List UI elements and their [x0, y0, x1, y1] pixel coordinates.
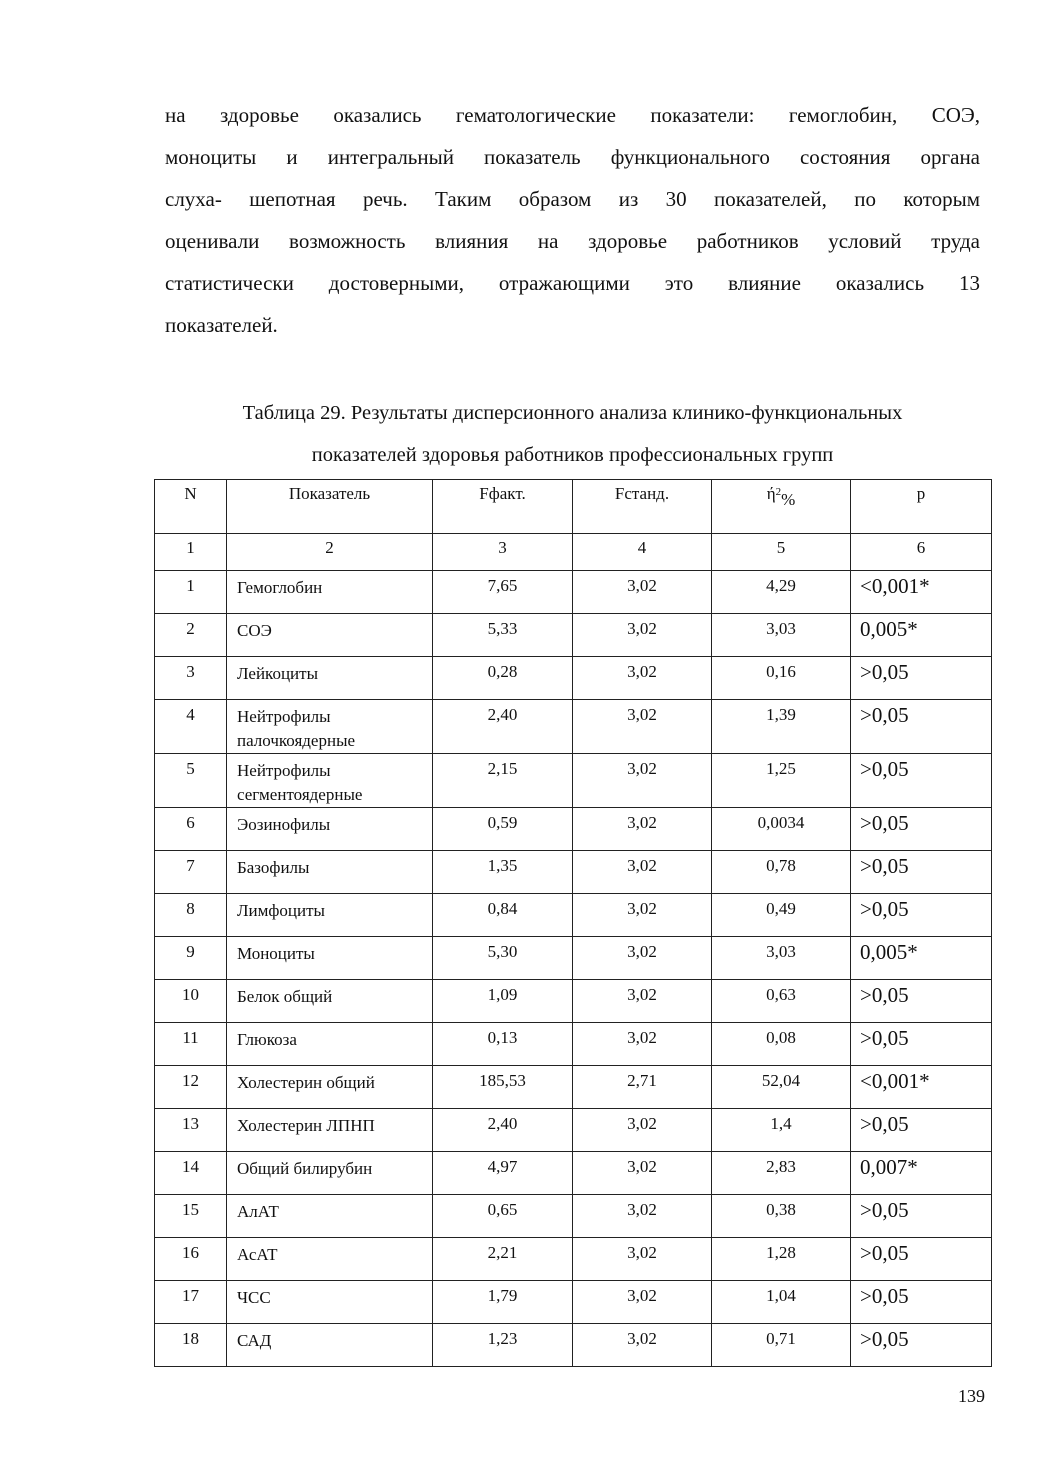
f-fact-cell: 4,97: [433, 1152, 573, 1195]
f-std-cell: 3,02: [573, 1023, 712, 1066]
table-row: [155, 700, 992, 754]
f-fact-cell: 0,65: [433, 1195, 573, 1238]
eta-cell: 2,83: [712, 1152, 851, 1195]
indicator-cell: Холестерин ЛПНП: [227, 1109, 433, 1152]
eta-cell: 0,0034: [712, 808, 851, 851]
eta-cell: 0,49: [712, 894, 851, 937]
table-header-row: [155, 480, 992, 534]
column-number-row: [155, 534, 992, 571]
table-row: [155, 1152, 992, 1195]
f-std-cell: 3,02: [573, 894, 712, 937]
f-fact-cell: 7,65: [433, 571, 573, 614]
table-row: [155, 851, 992, 894]
paragraph-line: на здоровье оказались гематологические показатели: гемоглобин, СОЭ,: [165, 103, 980, 127]
column-number: 5: [712, 534, 851, 571]
table-row: [155, 937, 992, 980]
eta-cell: 3,03: [712, 614, 851, 657]
header-p: p: [851, 480, 992, 534]
row-number-cell: 8: [155, 894, 227, 937]
f-std-cell: 3,02: [573, 614, 712, 657]
row-number-cell: 5: [155, 754, 227, 808]
p-value-cell: <0,001*: [851, 1066, 992, 1109]
p-value-cell: >0,05: [851, 1023, 992, 1066]
row-number-cell: 4: [155, 700, 227, 754]
body-paragraph: [165, 94, 980, 346]
p-value-cell: >0,05: [851, 980, 992, 1023]
f-fact-cell: 2,15: [433, 754, 573, 808]
indicator-cell: САД: [227, 1324, 433, 1367]
header-n: N: [155, 480, 227, 534]
f-std-cell: 3,02: [573, 657, 712, 700]
f-std-cell: 3,02: [573, 1195, 712, 1238]
row-number-cell: 13: [155, 1109, 227, 1152]
row-number-cell: 7: [155, 851, 227, 894]
column-number: 1: [155, 534, 227, 571]
row-number-cell: 11: [155, 1023, 227, 1066]
row-number-cell: 12: [155, 1066, 227, 1109]
f-std-cell: 3,02: [573, 1238, 712, 1281]
table-row: [155, 1238, 992, 1281]
caption-line: Таблица 29. Результаты дисперсионного анализа клинико-функциональных: [242, 402, 903, 424]
column-number: 3: [433, 534, 573, 571]
row-number-cell: 9: [155, 937, 227, 980]
eta-cell: 52,04: [712, 1066, 851, 1109]
eta-cell: 0,38: [712, 1195, 851, 1238]
table-row: [155, 1066, 992, 1109]
table-row: [155, 808, 992, 851]
f-std-cell: 3,02: [573, 754, 712, 808]
header-f-fact: Fфакт.: [433, 480, 573, 534]
eta-cell: 0,78: [712, 851, 851, 894]
f-fact-cell: 1,35: [433, 851, 573, 894]
table-row: [155, 754, 992, 808]
row-number-cell: 3: [155, 657, 227, 700]
paragraph-line: слуха- шепотная речь. Таким образом из 30 показателей, по которым: [165, 187, 980, 211]
indicator-cell: Нейтрофилы сегментоядерные: [227, 754, 433, 808]
f-std-cell: 2,71: [573, 1066, 712, 1109]
p-value-cell: 0,005*: [851, 614, 992, 657]
column-number: 4: [573, 534, 712, 571]
header-eta: [712, 480, 851, 534]
f-fact-cell: 5,30: [433, 937, 573, 980]
indicator-cell: Базофилы: [227, 851, 433, 894]
header-indicator: Показатель: [227, 480, 433, 534]
f-std-cell: 3,02: [573, 700, 712, 754]
table-row: [155, 1195, 992, 1238]
table-row: [155, 1281, 992, 1324]
page-number: 139: [958, 1386, 985, 1406]
p-value-cell: >0,05: [851, 808, 992, 851]
f-fact-cell: 2,21: [433, 1238, 573, 1281]
indicator-cell: Холестерин общий: [227, 1066, 433, 1109]
table-row: [155, 571, 992, 614]
indicator-cell: Эозинофилы: [227, 808, 433, 851]
f-std-cell: 3,02: [573, 808, 712, 851]
header-f-std: Fстанд.: [573, 480, 712, 534]
p-value-cell: >0,05: [851, 1324, 992, 1367]
indicator-cell: АсАТ: [227, 1238, 433, 1281]
row-number-cell: 1: [155, 571, 227, 614]
eta-cell: 0,16: [712, 657, 851, 700]
indicator-cell: Моноциты: [227, 937, 433, 980]
p-value-cell: >0,05: [851, 1281, 992, 1324]
p-value-cell: >0,05: [851, 851, 992, 894]
f-fact-cell: 1,09: [433, 980, 573, 1023]
p-value-cell: 0,005*: [851, 937, 992, 980]
row-number-cell: 10: [155, 980, 227, 1023]
p-value-cell: >0,05: [851, 754, 992, 808]
results-table: [154, 479, 992, 1367]
f-fact-cell: 1,79: [433, 1281, 573, 1324]
f-std-cell: 3,02: [573, 980, 712, 1023]
eta-cell: 1,28: [712, 1238, 851, 1281]
table-row: [155, 980, 992, 1023]
table-row: [155, 614, 992, 657]
eta-cell: 3,03: [712, 937, 851, 980]
f-std-cell: 3,02: [573, 1109, 712, 1152]
indicator-cell: СОЭ: [227, 614, 433, 657]
p-value-cell: 0,007*: [851, 1152, 992, 1195]
indicator-cell: Лимфоциты: [227, 894, 433, 937]
row-number-cell: 15: [155, 1195, 227, 1238]
paragraph-line: показателей.: [165, 313, 278, 337]
indicator-cell: АлАТ: [227, 1195, 433, 1238]
row-number-cell: 17: [155, 1281, 227, 1324]
eta-cell: 0,08: [712, 1023, 851, 1066]
eta-cell: 1,39: [712, 700, 851, 754]
f-fact-cell: 0,59: [433, 808, 573, 851]
table-caption: [150, 392, 995, 476]
eta-cell: 1,25: [712, 754, 851, 808]
f-fact-cell: 2,40: [433, 700, 573, 754]
row-number-cell: 18: [155, 1324, 227, 1367]
indicator-cell: Белок общий: [227, 980, 433, 1023]
p-value-cell: >0,05: [851, 700, 992, 754]
eta-cell: 0,63: [712, 980, 851, 1023]
indicator-cell: Гемоглобин: [227, 571, 433, 614]
p-value-cell: >0,05: [851, 1238, 992, 1281]
p-value-cell: <0,001*: [851, 571, 992, 614]
f-std-cell: 3,02: [573, 1281, 712, 1324]
eta-cell: 0,71: [712, 1324, 851, 1367]
f-fact-cell: 2,40: [433, 1109, 573, 1152]
table-row: [155, 1324, 992, 1367]
caption-line: показателей здоровья работников профессиональных групп: [311, 444, 834, 466]
f-std-cell: 3,02: [573, 1324, 712, 1367]
indicator-cell: ЧСС: [227, 1281, 433, 1324]
f-fact-cell: 0,28: [433, 657, 573, 700]
f-fact-cell: 0,84: [433, 894, 573, 937]
f-std-cell: 3,02: [573, 937, 712, 980]
paragraph-line: оценивали возможность влияния на здоровье работников условий труда: [165, 229, 980, 253]
table-row: [155, 1023, 992, 1066]
f-fact-cell: 5,33: [433, 614, 573, 657]
f-std-cell: 3,02: [573, 851, 712, 894]
table-row: [155, 894, 992, 937]
eta-cell: 1,4: [712, 1109, 851, 1152]
indicator-cell: Глюкоза: [227, 1023, 433, 1066]
indicator-cell: Лейкоциты: [227, 657, 433, 700]
row-number-cell: 6: [155, 808, 227, 851]
row-number-cell: 16: [155, 1238, 227, 1281]
table-row: [155, 657, 992, 700]
f-std-cell: 3,02: [573, 571, 712, 614]
row-number-cell: 2: [155, 614, 227, 657]
p-value-cell: >0,05: [851, 1109, 992, 1152]
eta-cell: 4,29: [712, 571, 851, 614]
f-fact-cell: 1,23: [433, 1324, 573, 1367]
paragraph-line: статистически достоверными, отражающими это влияние оказались 13: [165, 271, 980, 295]
f-std-cell: 3,02: [573, 1152, 712, 1195]
p-value-cell: >0,05: [851, 657, 992, 700]
f-fact-cell: 0,13: [433, 1023, 573, 1066]
eta-cell: 1,04: [712, 1281, 851, 1324]
row-number-cell: 14: [155, 1152, 227, 1195]
f-fact-cell: 185,53: [433, 1066, 573, 1109]
column-number: 2: [227, 534, 433, 571]
eta-symbol: $ή^2\%$: [766, 484, 796, 509]
p-value-cell: >0,05: [851, 1195, 992, 1238]
table-row: [155, 1109, 992, 1152]
paragraph-line: моноциты и интегральный показатель функционального состояния органа: [165, 145, 980, 169]
indicator-cell: Нейтрофилы палочкоядерные: [227, 700, 433, 754]
p-value-cell: >0,05: [851, 894, 992, 937]
indicator-cell: Общий билирубин: [227, 1152, 433, 1195]
column-number: 6: [851, 534, 992, 571]
